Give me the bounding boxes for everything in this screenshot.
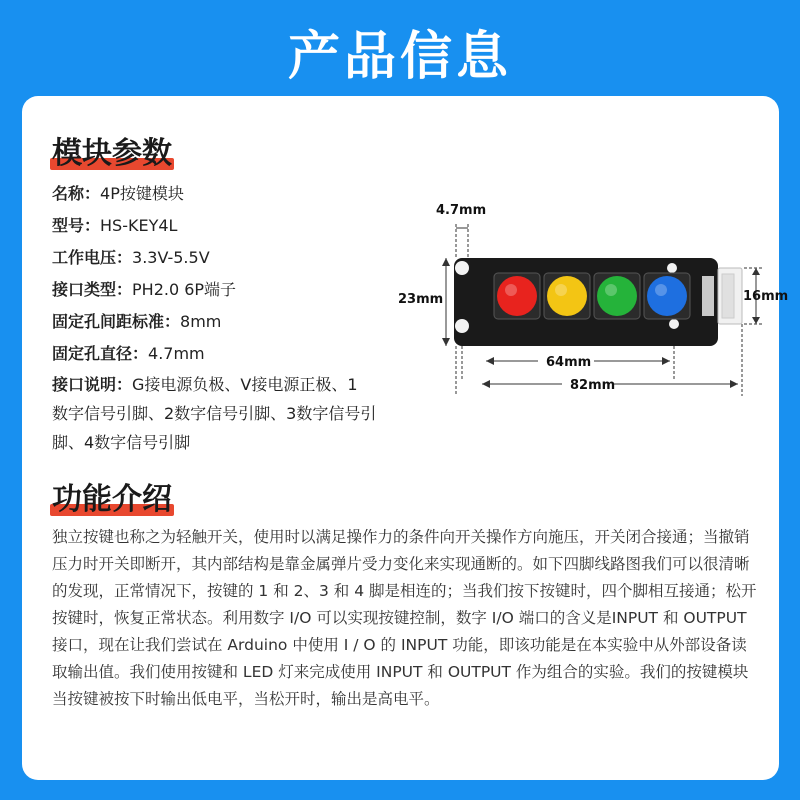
- content-card: [22, 96, 789, 780]
- params-heading: [52, 128, 172, 172]
- module-diagram: [398, 196, 789, 406]
- param-interface-type: 接口类型：PH2.0 6P端子: [52, 280, 237, 299]
- red-button-icon: [497, 276, 537, 316]
- mount-hole-icon: [455, 319, 469, 333]
- page-title: 产品信息: [287, 27, 512, 87]
- params-list: [52, 178, 382, 457]
- blue-button-icon: [647, 276, 687, 316]
- green-button-icon: [597, 276, 637, 316]
- intro-paragraph: 独立按键也称之为轻触开关，使用时以满足操作力的条件向开关操作方向施压，开关闭合接通；当撤销压力时开关即断开，其内部结构是靠金属弹片受力变化来实现通断的。如下四脚线路图我们可以很清晰的发现，正常情况下，按键的 1 和 2、3 和 4 脚是相连的；当我们按下按键时，四个脚相互接通；松开按键时，恢复正常状态。利用数字 I/O 可以实现按键控制，数字 I/O 端口的含义是INPUT 和 OUTPUT 接口，现在让我们尝试在 Arduino 中使用 I / O 的 INPUT 功能，即该功能是在本实验中从外部设备读取输出值。我们使用按键和 LED 灯来完成使用 INPUT 和 OUTPUT 作为组合的实验。我们的按键模块当按键被按下时输出低电平，当松开时，输出是高电平。: [52, 528, 757, 708]
- intro-heading-text: 功能介绍: [52, 482, 172, 517]
- yellow-button-icon: [547, 276, 587, 316]
- hole-spacing-dim-label: 64mm: [546, 355, 592, 370]
- param-model: 型号：HS-KEY4L: [52, 216, 178, 235]
- param-interface-desc: 接口说明：G接电源负极、V接电源正极、1 数字信号引脚、2数字信号引脚、3数字信号引脚、4数字信号引脚: [52, 375, 377, 452]
- param-name: 名称：4P按键模块: [52, 184, 184, 203]
- connector-dim-label: 16mm: [743, 289, 789, 304]
- mount-hole-icon: [455, 261, 469, 275]
- hole-dim-label: 4.7mm: [436, 203, 487, 218]
- param-voltage: 工作电压：3.3V-5.5V: [52, 248, 210, 267]
- params-heading-text: 模块参数: [52, 136, 172, 171]
- param-hole-spacing: 固定孔间距标准：8mm: [52, 312, 222, 331]
- intro-heading: [52, 474, 172, 518]
- height-dim-label: 23mm: [398, 292, 444, 307]
- param-hole-diameter: 固定孔直径：4.7mm: [52, 344, 205, 363]
- mount-hole-icon: [667, 263, 677, 273]
- mount-hole-icon: [669, 319, 679, 329]
- module-diagram-svg: [398, 196, 789, 406]
- length-dim-label: 82mm: [570, 378, 616, 393]
